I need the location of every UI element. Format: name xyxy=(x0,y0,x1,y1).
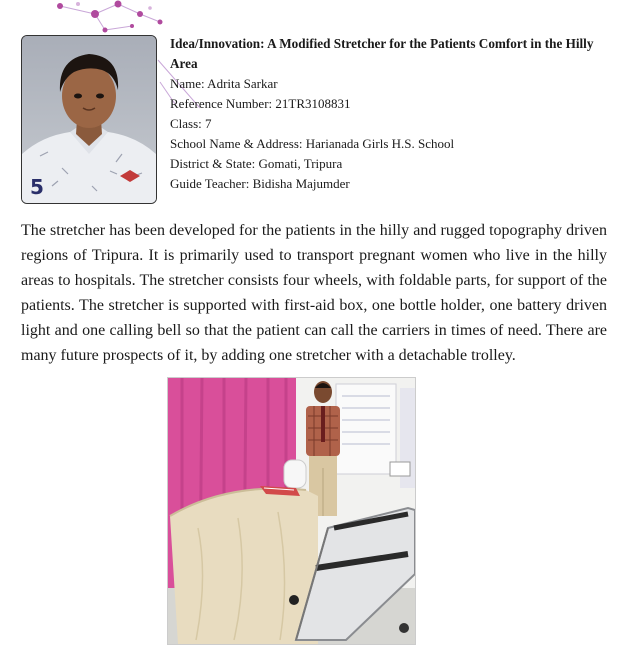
school-info: School Name & Address: Harianada Girls H.S. School xyxy=(170,136,455,151)
guide-teacher: Guide Teacher: Bidisha Majumder xyxy=(170,176,350,191)
stretcher-photo xyxy=(167,377,416,645)
class-info: Class: 7 xyxy=(170,116,212,131)
idea-title: Idea/Innovation: A Modified Stretcher for the Patients Comfort in the Hilly Area xyxy=(170,36,594,71)
info-block xyxy=(170,34,615,194)
description-paragraph: The stretcher has been developed for the patients in the hilly and rugged topography driven regions of Tripura. It is primarily used to transport pregnant women who live in the hilly areas to hospitals. The stretcher consists four wheels, with foldable parts, for support of the patients. The stretcher is supported with first-aid box, one bottle holder, one battery driven light and one calling bell so that the patient can call the carriers in times of need. There are many future prospects of it, by adding one stretcher with a detachable trolley. xyxy=(21,222,607,364)
student-portrait-photo xyxy=(21,35,157,204)
reference-number: Reference Number: 21TR3108831 xyxy=(170,96,351,111)
district-info: District & State: Gomati, Tripura xyxy=(170,156,343,171)
shirt-number: 5 xyxy=(30,175,44,199)
student-name: Name: Adrita Sarkar xyxy=(170,76,278,91)
